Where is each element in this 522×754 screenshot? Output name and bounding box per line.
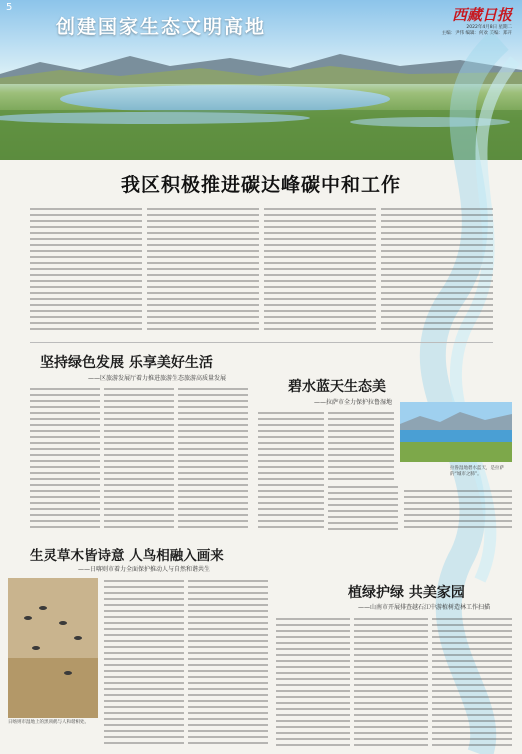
section-divider xyxy=(30,342,493,343)
section-1-subtitle: ——区旅游发展厅着力推进旅游生态旅游高质量发展 xyxy=(88,375,227,382)
masthead-name: 西藏日报 xyxy=(451,6,512,24)
section-1-column-1 xyxy=(30,386,100,528)
masthead-editors: 主编：尹伟 编辑：何欢 美编：郑开 xyxy=(441,31,512,36)
bird-photo xyxy=(8,578,98,718)
lead-column-4 xyxy=(381,206,493,334)
section-4-column-1 xyxy=(276,616,350,746)
masthead-date: 2022年4月8日 星期二 xyxy=(466,25,512,30)
lhasa-photo-caption: 拉鲁湿地碧水蓝天，是拉萨的“城市之肺”。 xyxy=(450,466,504,477)
section-4-column-2 xyxy=(354,616,428,746)
page-number: 5 xyxy=(6,2,13,13)
banner-title: 创建国家生态文明高地 xyxy=(56,16,267,38)
section-1-title: 坚持绿色发展 乐享美好生活 xyxy=(40,355,213,371)
section-2-column-2 xyxy=(328,410,394,480)
bird-photo-caption: 日喀则市湿地上的黑颈鹤与人和谐相处。 xyxy=(8,720,89,725)
section-3-column-2 xyxy=(188,578,268,746)
section-3-title: 生灵草木皆诗意 人鸟相融入画来 xyxy=(30,548,224,564)
lead-column-3 xyxy=(264,206,376,334)
section-2-column-3 xyxy=(328,484,398,530)
masthead xyxy=(420,4,512,37)
lhasa-wetland-photo xyxy=(400,402,512,462)
section-2-column-1 xyxy=(258,410,324,530)
section-2-subtitle: ——拉萨市全力保护拉鲁湿地 xyxy=(314,399,393,406)
lead-column-2 xyxy=(147,206,259,334)
section-1-column-3 xyxy=(178,386,248,528)
section-3-column-1 xyxy=(104,578,184,746)
section-2-column-4 xyxy=(404,488,512,530)
section-4-title: 植绿护绿 共美家园 xyxy=(348,585,465,601)
lead-column-1 xyxy=(30,206,142,334)
lead-headline: 我区积极推进碳达峰碳中和工作 xyxy=(120,174,401,196)
section-3-subtitle: ——日喀则市着力全面保护推动人与自然和谐共生 xyxy=(78,566,211,573)
section-2-title: 碧水蓝天生态美 xyxy=(288,379,386,395)
section-4-column-3 xyxy=(432,616,512,746)
section-4-subtitle: ——山南市开展排查越石江中游植树造林工作扫描 xyxy=(358,604,491,611)
section-1-column-2 xyxy=(104,386,174,528)
